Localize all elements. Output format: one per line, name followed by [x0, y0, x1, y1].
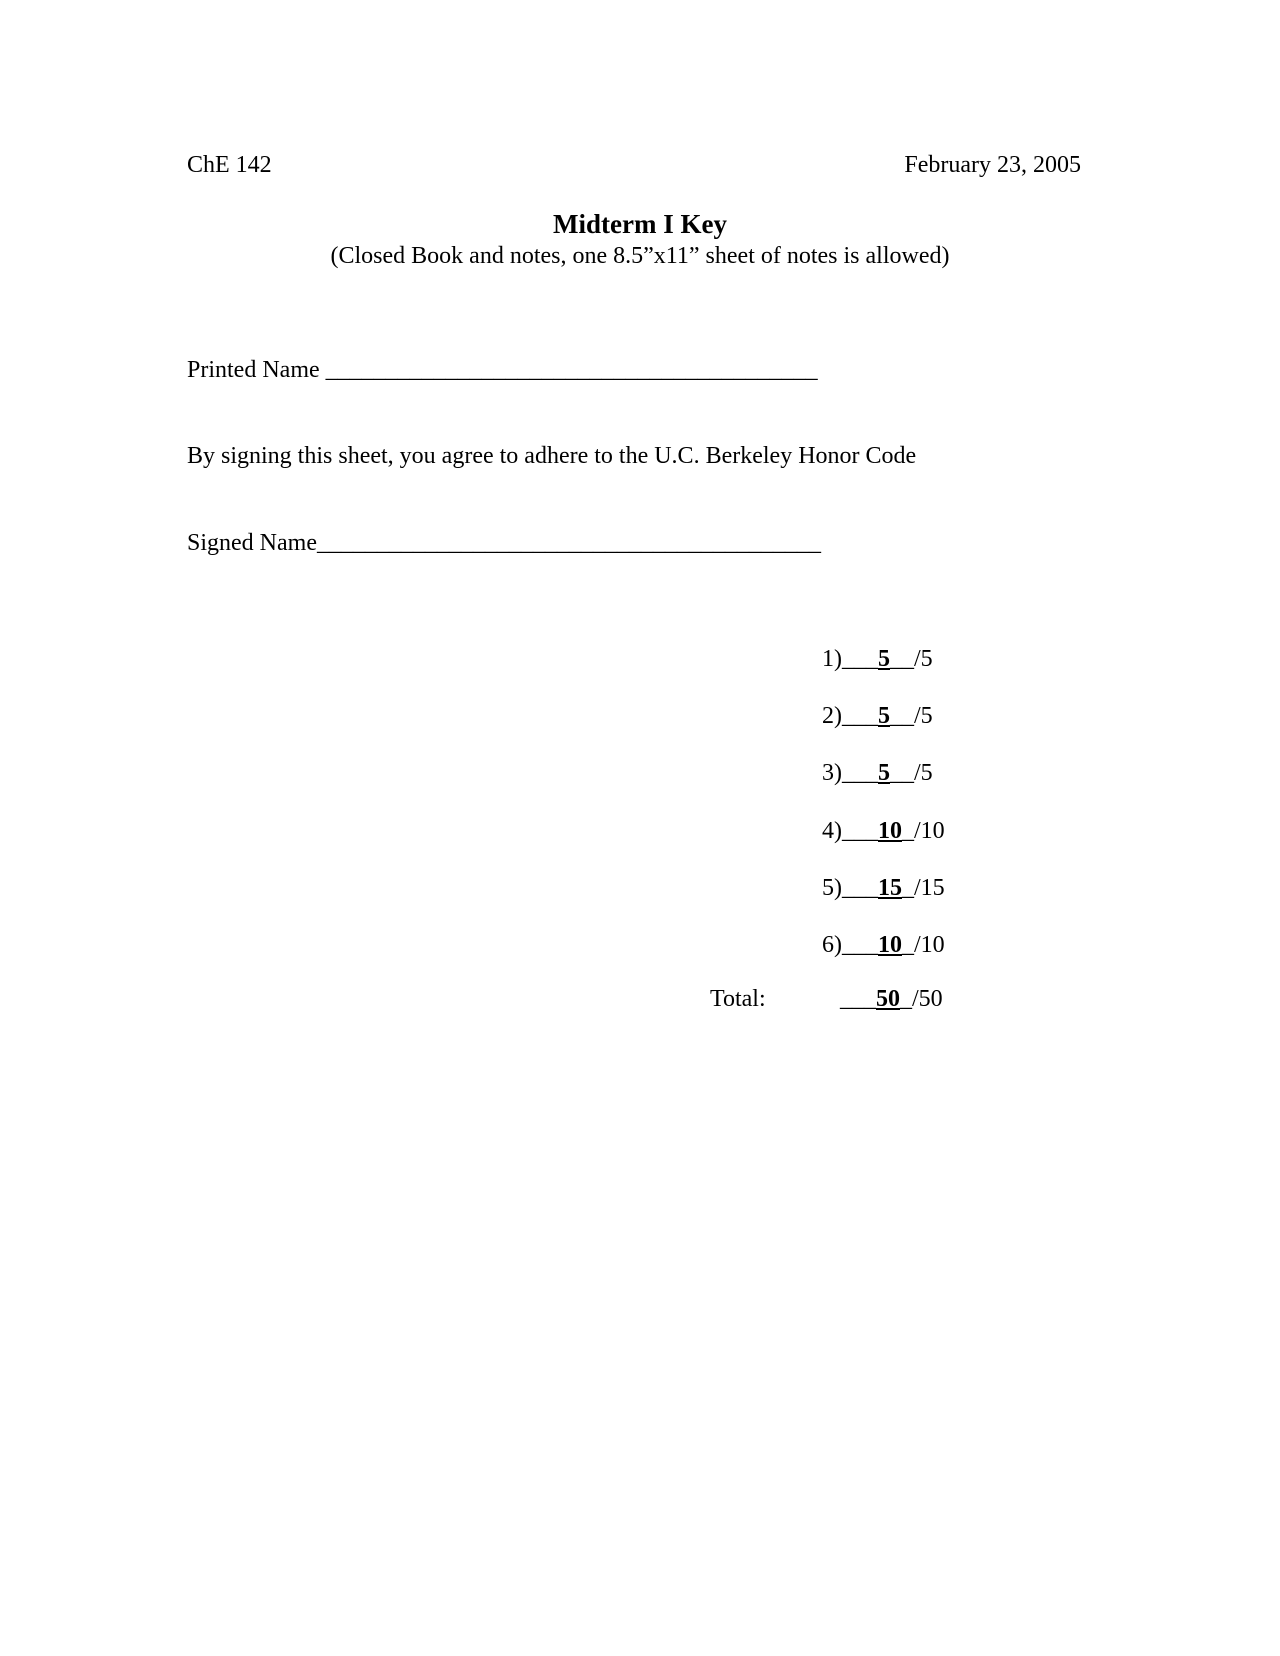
score-suffix: _/10: [902, 932, 945, 958]
score-row-1: [822, 647, 933, 671]
score-value: 10: [878, 818, 902, 844]
score-row-6: [822, 933, 945, 957]
score-value: 5: [878, 646, 890, 672]
score-suffix: __/5: [890, 760, 933, 786]
total-value: 50: [876, 986, 900, 1012]
score-prefix: 3)___: [822, 760, 878, 786]
exam-date: February 23, 2005: [904, 152, 1081, 178]
score-prefix: 4)___: [822, 818, 878, 844]
score-row-4: [822, 819, 945, 843]
score-suffix: __/5: [890, 703, 933, 729]
document-title: Midterm I Key: [553, 209, 727, 239]
score-prefix: 5)___: [822, 875, 878, 901]
score-prefix: 6)___: [822, 932, 878, 958]
signed-name-field: Signed Name__________________________________________: [187, 530, 821, 556]
score-value: 5: [878, 703, 890, 729]
honor-code-statement: By signing this sheet, you agree to adhere to the U.C. Berkeley Honor Code: [187, 443, 917, 469]
score-prefix: 1)___: [822, 646, 878, 672]
score-value: 5: [878, 760, 890, 786]
total-label: Total:: [710, 986, 766, 1012]
course-code: ChE 142: [187, 152, 272, 178]
score-suffix: _/15: [902, 875, 945, 901]
score-prefix: 2)___: [822, 703, 878, 729]
total-suffix: _/50: [900, 986, 943, 1012]
score-value: 10: [878, 932, 902, 958]
score-row-3: [822, 761, 933, 785]
total-prefix: ___: [840, 986, 876, 1012]
score-row-2: [822, 704, 933, 728]
score-value: 15: [878, 875, 902, 901]
score-suffix: __/5: [890, 646, 933, 672]
score-row-5: [822, 876, 945, 900]
total-score: [840, 987, 943, 1011]
score-suffix: _/10: [902, 818, 945, 844]
printed-name-field: Printed Name _________________________________________: [187, 357, 818, 383]
document-subtitle: (Closed Book and notes, one 8.5”x11” sheet of notes is allowed): [330, 243, 950, 269]
